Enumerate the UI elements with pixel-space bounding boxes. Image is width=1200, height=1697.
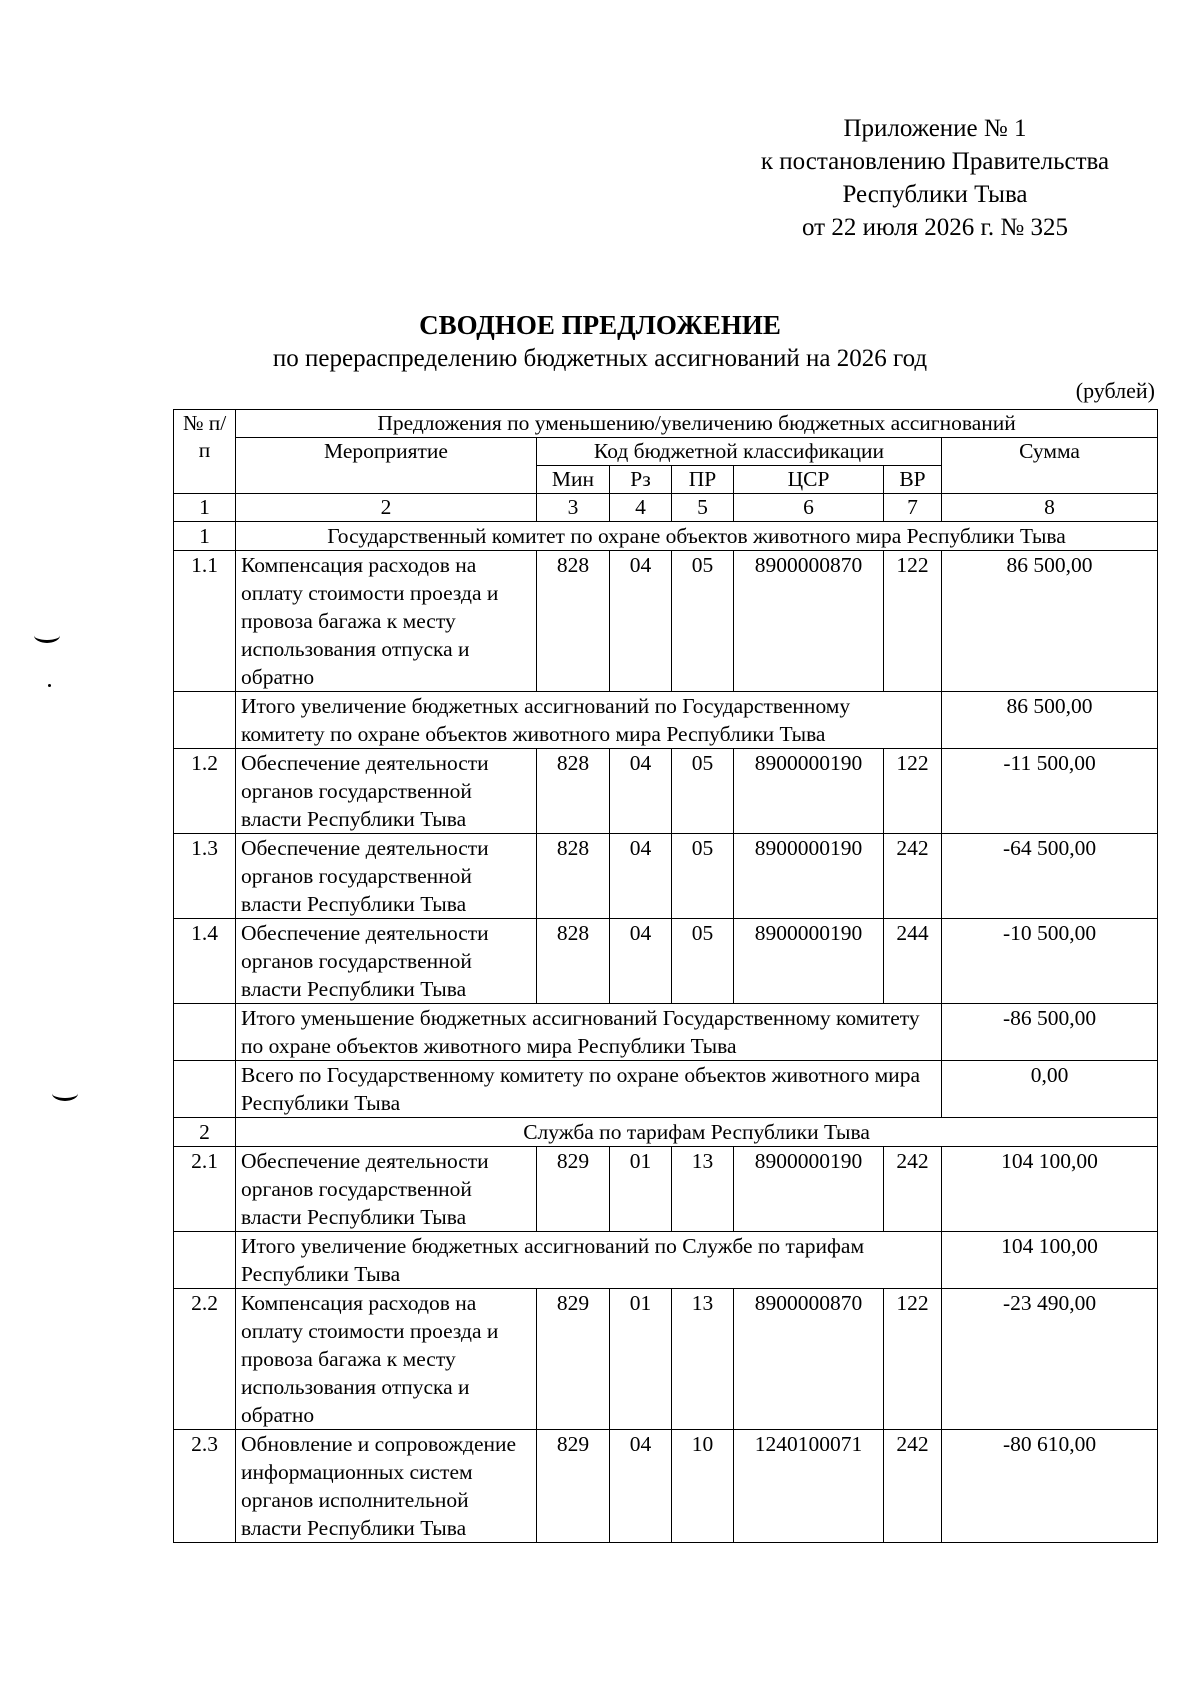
header-code: Код бюджетной классификации bbox=[537, 438, 942, 466]
row-vr: 122 bbox=[884, 749, 942, 834]
row-num: 2.2 bbox=[174, 1289, 236, 1430]
row-min: 829 bbox=[537, 1430, 610, 1543]
row-pr: 10 bbox=[672, 1430, 734, 1543]
row-num: 1.3 bbox=[174, 834, 236, 919]
appendix-line-3: Республики Тыва bbox=[842, 181, 1028, 208]
total-row bbox=[174, 1232, 1158, 1289]
row-sum: -23 490,00 bbox=[942, 1289, 1158, 1430]
header-min: Мин bbox=[537, 466, 610, 494]
column-number: 4 bbox=[610, 494, 672, 522]
column-number: 1 bbox=[174, 494, 236, 522]
section-row bbox=[174, 522, 1158, 551]
row-min: 829 bbox=[537, 1289, 610, 1430]
total-text: Итого увеличение бюджетных ассигнований по Службе по тарифам Республики Тыва bbox=[236, 1232, 942, 1289]
total-sum: 0,00 bbox=[942, 1061, 1158, 1118]
row-csr: 8900000190 bbox=[734, 1147, 884, 1232]
row-pr: 05 bbox=[672, 834, 734, 919]
table-row bbox=[174, 749, 1158, 834]
row-rz: 04 bbox=[610, 551, 672, 692]
table-row bbox=[174, 834, 1158, 919]
scan-dot bbox=[48, 684, 51, 687]
row-name: Обеспечение деятельности органов государственной власти Республики Тыва bbox=[236, 919, 537, 1004]
row-sum: 104 100,00 bbox=[942, 1147, 1158, 1232]
row-csr: 8900000870 bbox=[734, 1289, 884, 1430]
total-text: Итого уменьшение бюджетных ассигнований Государственному комитету по охране объектов животного мира Республики Тыва bbox=[236, 1004, 942, 1061]
column-number: 5 bbox=[672, 494, 734, 522]
units-label: (рублей) bbox=[1075, 378, 1155, 403]
row-name: Обновление и сопровождение информационных систем органов исполнительной власти Республики Тыва bbox=[236, 1430, 537, 1543]
document-subtitle: по перераспределению бюджетных ассигнований на 2026 год bbox=[272, 345, 928, 372]
header-event: Мероприятие bbox=[236, 438, 537, 494]
section-title: Служба по тарифам Республики Тыва bbox=[236, 1118, 1158, 1147]
row-vr: 122 bbox=[884, 551, 942, 692]
row-sum: -10 500,00 bbox=[942, 919, 1158, 1004]
section-title: Государственный комитет по охране объектов животного мира Республики Тыва bbox=[236, 522, 1158, 551]
row-min: 828 bbox=[537, 551, 610, 692]
empty-cell bbox=[174, 1232, 236, 1289]
header-rz: Рз bbox=[610, 466, 672, 494]
row-pr: 05 bbox=[672, 749, 734, 834]
empty-cell bbox=[174, 692, 236, 749]
row-pr: 13 bbox=[672, 1147, 734, 1232]
grand-total-row bbox=[174, 1061, 1158, 1118]
row-pr: 05 bbox=[672, 919, 734, 1004]
column-number: 8 bbox=[942, 494, 1158, 522]
row-min: 828 bbox=[537, 919, 610, 1004]
total-sum: 104 100,00 bbox=[942, 1232, 1158, 1289]
binding-hole-mark bbox=[34, 628, 60, 643]
table-header-row-1 bbox=[174, 410, 1158, 438]
row-rz: 01 bbox=[610, 1147, 672, 1232]
row-sum: -64 500,00 bbox=[942, 834, 1158, 919]
row-name: Обеспечение деятельности органов государственной власти Республики Тыва bbox=[236, 834, 537, 919]
total-row bbox=[174, 1004, 1158, 1061]
header-pr: ПР bbox=[672, 466, 734, 494]
column-number: 2 bbox=[236, 494, 537, 522]
row-sum: -80 610,00 bbox=[942, 1430, 1158, 1543]
binding-hole-mark bbox=[52, 1086, 78, 1101]
row-num: 2.3 bbox=[174, 1430, 236, 1543]
header-sum: Сумма bbox=[942, 438, 1158, 494]
total-text: Всего по Государственному комитету по охране объектов животного мира Республики Тыва bbox=[236, 1061, 942, 1118]
row-min: 828 bbox=[537, 749, 610, 834]
table-row bbox=[174, 551, 1158, 692]
total-row bbox=[174, 692, 1158, 749]
total-sum: 86 500,00 bbox=[942, 692, 1158, 749]
row-min: 829 bbox=[537, 1147, 610, 1232]
table-row bbox=[174, 1430, 1158, 1543]
row-name: Обеспечение деятельности органов государственной власти Республики Тыва bbox=[236, 749, 537, 834]
appendix-block bbox=[700, 112, 1170, 244]
header-num: № п/п bbox=[174, 410, 236, 494]
row-min: 828 bbox=[537, 834, 610, 919]
row-sum: 86 500,00 bbox=[942, 551, 1158, 692]
column-number: 7 bbox=[884, 494, 942, 522]
row-num: 1.4 bbox=[174, 919, 236, 1004]
empty-cell bbox=[174, 1061, 236, 1118]
section-num: 2 bbox=[174, 1118, 236, 1147]
row-csr: 1240100071 bbox=[734, 1430, 884, 1543]
total-text: Итого увеличение бюджетных ассигнований по Государственному комитету по охране объектов животного мира Республики Тыва bbox=[236, 692, 942, 749]
column-number-row bbox=[174, 494, 1158, 522]
header-proposals: Предложения по уменьшению/увеличению бюджетных ассигнований bbox=[236, 410, 1158, 438]
section-num: 1 bbox=[174, 522, 236, 551]
table-header-row-2 bbox=[174, 438, 1158, 466]
row-vr: 242 bbox=[884, 1147, 942, 1232]
row-csr: 8900000870 bbox=[734, 551, 884, 692]
table-row bbox=[174, 919, 1158, 1004]
row-pr: 05 bbox=[672, 551, 734, 692]
row-vr: 244 bbox=[884, 919, 942, 1004]
row-vr: 242 bbox=[884, 834, 942, 919]
table-row bbox=[174, 1289, 1158, 1430]
row-name: Компенсация расходов на оплату стоимости проезда и провоза багажа к месту использования отпуска и обратно bbox=[236, 1289, 537, 1430]
row-rz: 04 bbox=[610, 749, 672, 834]
section-row bbox=[174, 1118, 1158, 1147]
row-rz: 04 bbox=[610, 919, 672, 1004]
row-rz: 04 bbox=[610, 834, 672, 919]
row-csr: 8900000190 bbox=[734, 834, 884, 919]
row-num: 2.1 bbox=[174, 1147, 236, 1232]
row-name: Компенсация расходов на оплату стоимости проезда и провоза багажа к месту использования отпуска и обратно bbox=[236, 551, 537, 692]
row-rz: 01 bbox=[610, 1289, 672, 1430]
allocation-table bbox=[173, 409, 1158, 1543]
row-rz: 04 bbox=[610, 1430, 672, 1543]
header-vr: ВР bbox=[884, 466, 942, 494]
appendix-line-2: к постановлению Правительства bbox=[760, 148, 1110, 175]
row-sum: -11 500,00 bbox=[942, 749, 1158, 834]
row-csr: 8900000190 bbox=[734, 749, 884, 834]
appendix-line-4: от 22 июля 2026 г. № 325 bbox=[801, 214, 1069, 241]
document-title: СВОДНОЕ ПРЕДЛОЖЕНИЕ bbox=[419, 310, 781, 340]
column-number: 6 bbox=[734, 494, 884, 522]
total-sum: -86 500,00 bbox=[942, 1004, 1158, 1061]
row-vr: 122 bbox=[884, 1289, 942, 1430]
appendix-line-1: Приложение № 1 bbox=[843, 115, 1027, 142]
row-name: Обеспечение деятельности органов государственной власти Республики Тыва bbox=[236, 1147, 537, 1232]
empty-cell bbox=[174, 1004, 236, 1061]
column-number: 3 bbox=[537, 494, 610, 522]
row-vr: 242 bbox=[884, 1430, 942, 1543]
table-row bbox=[174, 1147, 1158, 1232]
header-csr: ЦСР bbox=[734, 466, 884, 494]
row-pr: 13 bbox=[672, 1289, 734, 1430]
row-csr: 8900000190 bbox=[734, 919, 884, 1004]
row-num: 1.1 bbox=[174, 551, 236, 692]
row-num: 1.2 bbox=[174, 749, 236, 834]
